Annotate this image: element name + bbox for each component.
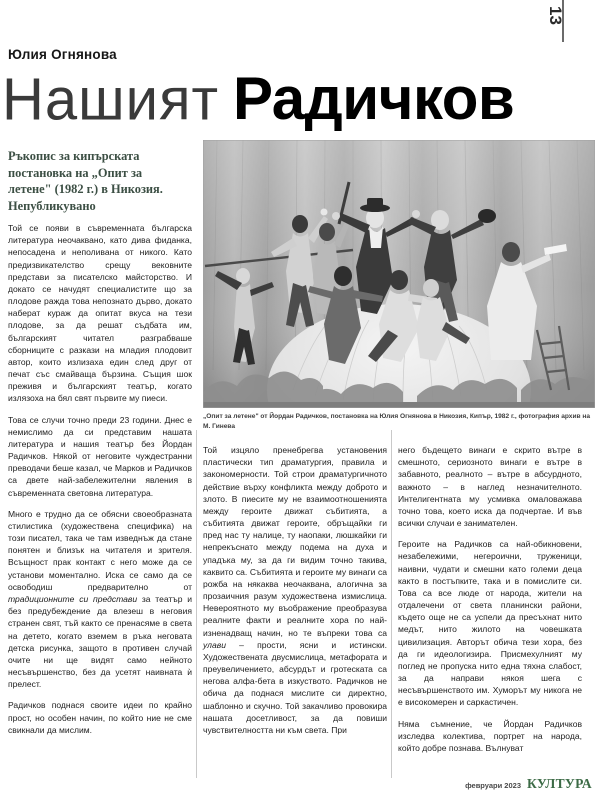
paragraph: Това се случи точно преди 23 години. Днес е немислимо да си представим нашата литература и нашия театър без Йордан Радичков. Някой от неговите чуждестранни преводачи беше казал, че Марков и Радичков са двете най-забележителни явления в съвременната световна литература.: [8, 414, 192, 498]
author-byline: Юлия Огнянова: [8, 47, 117, 62]
headline-bold-word: Радичков: [233, 65, 515, 132]
issue-date: февруари 2023: [465, 781, 521, 790]
emphasized-phrase: улави: [203, 639, 226, 650]
article-deck: Ръкопис за кипърската постановка на „Опит за летене" (1982 г.) в Никозия. Непубликувано: [8, 149, 163, 213]
paragraph: Радичков поднася своите идеи по крайно прост, но особен начин, по който ние не сме свикнали да мислим.: [8, 700, 192, 735]
paragraph: Много е трудно да се обясни своеобразната стилистика (художествена специфика) на този писател, така че там изведнъж да стане понятен и близък на читателя и зрителя. Всъщност прак контакт с него може да се установи моментално. Иска се само да се освободиш предварително от традиционните си представи за театър и без предубеждение да влезеш в неговия странен свят, тъй както се пренасяме в света на детето, когато вземем в ръка неговата детска рисунка, защото в противен случай очите ни ще видят само нейното несъвършенство, без да усетят наивната ѝ прелест.: [8, 508, 192, 690]
paragraph: него бъдещето винаги е скрито вътре в смешното, сериозното винаги е вътре в забавното, реалното – вътре в абсурдното, важното – в наглед незначителното. Интелигентната му усмивка омаловажава точно това, което иска да подчертае. И във всички случаи е занимателен.: [398, 445, 582, 529]
publication-brand: КУЛТУРА: [527, 776, 592, 791]
page-title: [2, 65, 598, 133]
photo-caption: „Опит за летене" от Йордан Радичков, постановка на Юлия Огнянова в Никозия, Кипър, 1982 г., фотография архив на М. Гинева: [203, 413, 591, 430]
paragraph: Героите на Радичков са най-обикновени, незабележими, негероични, труженици, наивни, чудати и смешни като големи деца както в постъпките, така и в помислите си. Това са все люде от народа, жители на отдалечени от света планински райони, където още не са успели да пресъхнат нито медът, нито жилото на човешката цивилизация. Авторът обича тези хора, без да ги идеологизира. Присмехулният му поглед не пропуска нито една тяхна слабост, за да направи някоя шега с несъвършенството им. Хуморът му никога не е високомерен и саркастичен.: [398, 539, 582, 708]
paragraph: Няма съмнение, че Йордан Радичков изследва колектива, портрет на народа, който добре познава. Вълнуват: [398, 718, 582, 753]
headline-light-word: Нашият: [2, 66, 220, 133]
page-number-tab: [546, 0, 600, 52]
article-column-2: [203, 444, 387, 736]
article-column-1: [8, 222, 192, 736]
emphasized-phrase: традиционните си представи: [8, 593, 138, 604]
theatre-production-photo: [203, 140, 595, 408]
paragraph: Той се появи в съвременната българска литература неочаквано, като дива фиданка, непосадена и неполивана от никого. Като предизвикателство срещу вековните представи за писателско майсторство. И докато се начудят специалистите що за плодове ражда това непознато дърво, докато наберат кураж да опитат вкуса на тези плодове, за да решат съдбата им, българският читател разграбваше сборниците с разкази на младия плодовит автор, които излизаха един след друг от печат със смайваща бързина. Същия шок преживя и българският театър, когато излязоха на бял свят първите му пиеси.: [8, 223, 192, 404]
column-divider-1: [196, 430, 197, 778]
article-column-3: [398, 444, 582, 754]
paragraph: Той изцяло пренебрегва установения пластически тип драматургия, правила и закономерности. Той строи драматургичното действие върху конфликта между доброто и злото. В пиесите му не взаимоотношенията между героите движат събитията, а събитията движат героите, обръщайки ги пред нас ту налице, ту наопаки, люшкайки ги непрекъснато между подема на духа и упадъка му, за да ги видим точно такива, каквито са. Събитията и героите му винаги са рожба на някаква неочаквана, алогична за прозаичния разум художествена измислица. Невероятното му въображение преобразува реалните факти и реалните хора по най-изненадващ начин, но те въпреки това са улави – прости, ясни и истински. Художествената двусмислица, метафората и преувеличението, абсурдът и гротеската са негова алфа-бета в изкуството. Радичков не обича да поднася мислите си директно, шаблонно и скучно. Той закачливо провокира нашата досетливост, за да повиши чувствителността ни към света. При: [203, 445, 387, 735]
page-number: 13: [546, 6, 565, 25]
column-divider-2: [391, 430, 392, 778]
page-footer: [465, 776, 592, 792]
